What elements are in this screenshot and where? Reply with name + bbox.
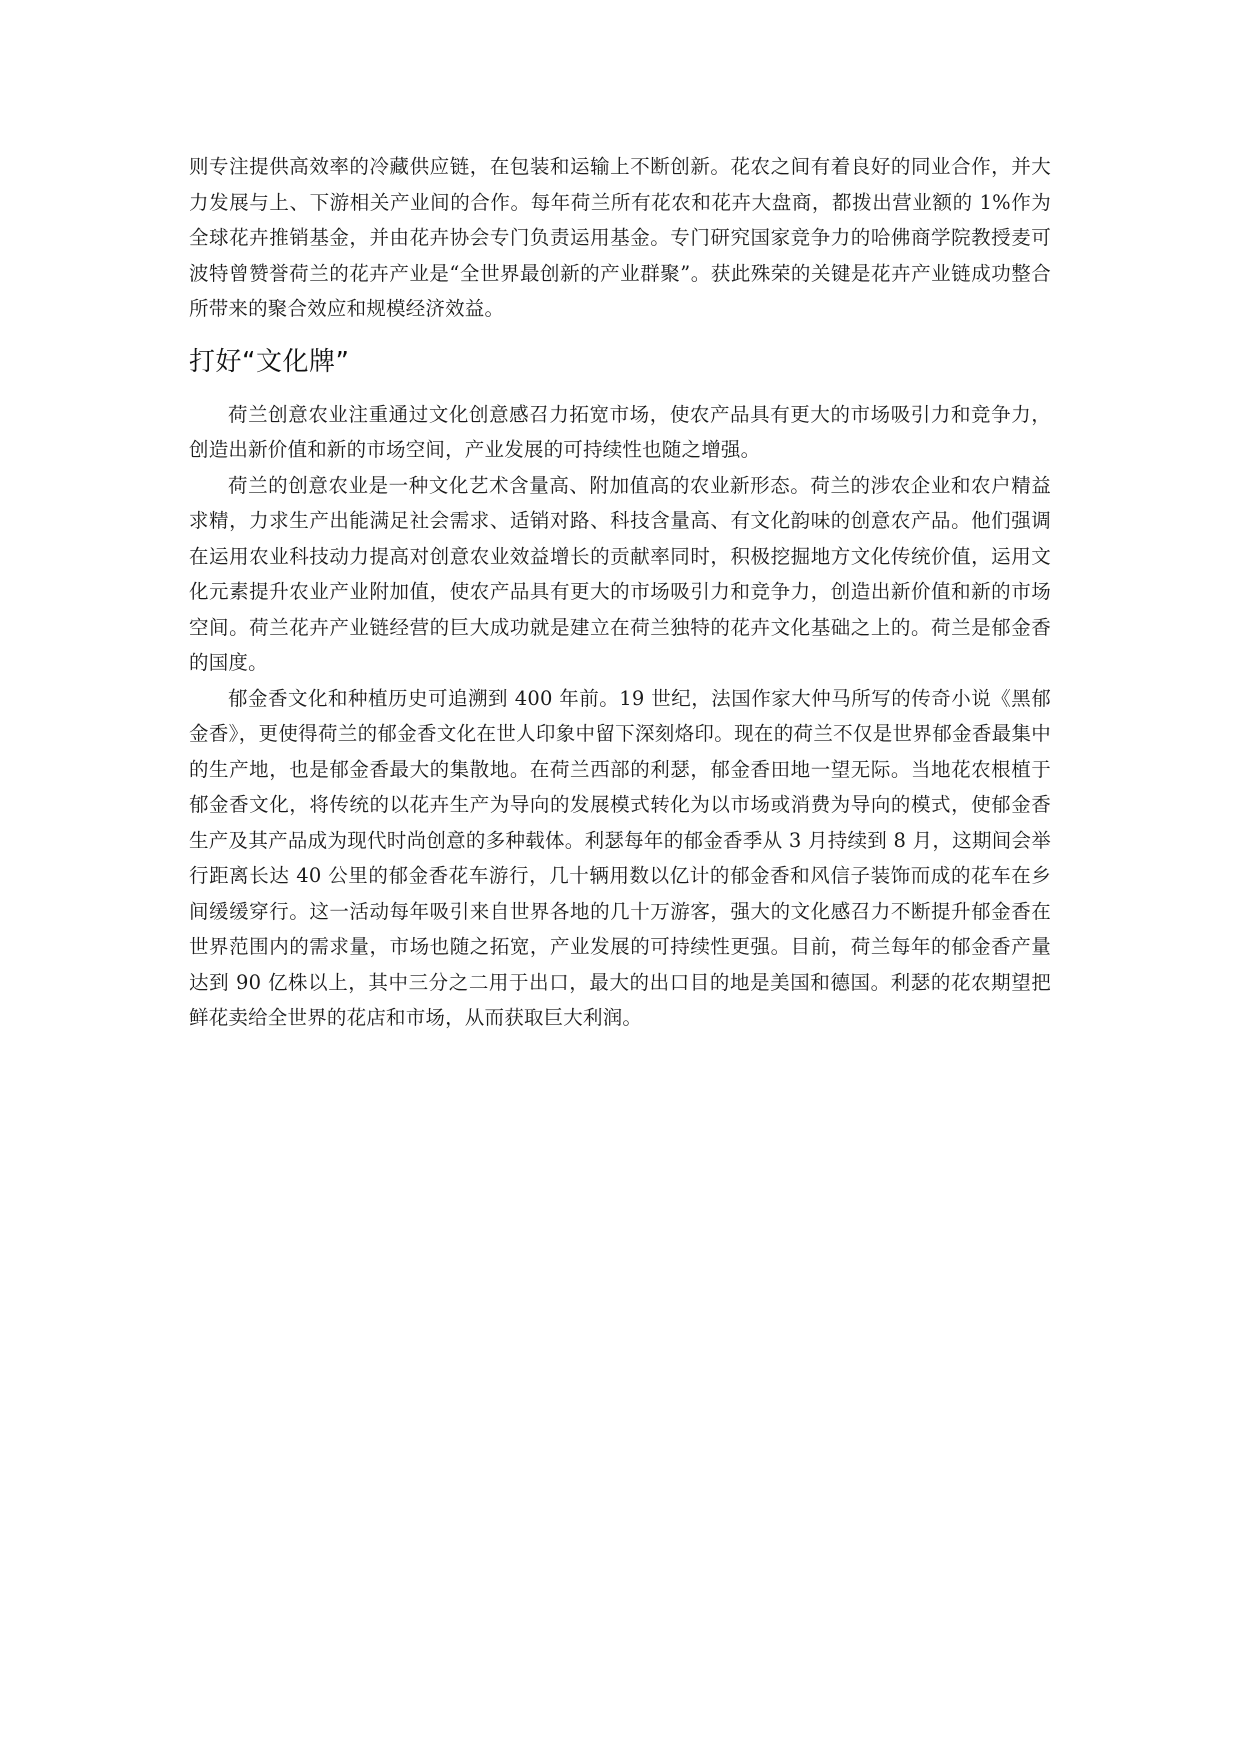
section-heading: 打好“文化牌” [189,346,350,377]
paragraph-creative-agriculture-form: 荷兰的创意农业是一种文化艺术含量高、附加值高的农业新形态。荷兰的涉农企业和农户精益求精，力求生产出能满足社会需求、适销对路、科技含量高、有文化韵味的创意农产品。他们强调在运用农业科技动力提高对创意农业效益增长的贡献率同时，积极挖掘地方文化传统价值，运用文化元素提升农业产业附加值，使农产品具有更大的市场吸引力和竞争力，创造出新价值和新的市场空间。荷兰花卉产业链经营的巨大成功就是建立在荷兰独特的花卉文化基础之上的。荷兰是郁金香的国度。 [189,473,1051,674]
paragraph-tulip-culture: 郁金香文化和种植历史可追溯到 400 年前。19 世纪，法国作家大仲马所写的传奇小说《黑郁金香》，更使得荷兰的郁金香文化在世人印象中留下深刻烙印。现在的荷兰不仅是世界郁金香最集中的生产地，也是郁金香最大的集散地。在荷兰西部的利瑟，郁金香田地一望无际。当地花农根植于郁金香文化，将传统的以花卉生产为导向的发展模式转化为以市场或消费为导向的模式，使郁金香生产及其产品成为现代时尚创意的多种载体。利瑟每年的郁金香季从 3 月持续到 8 月，这期间会举行距离长达 40 公里的郁金香花车游行，几十辆用数以亿计的郁金香和风信子装饰而成的花车在乡间缓缓穿行。这一活动每年吸引来自世界各地的几十万游客，强大的文化感召力不断提升郁金香在世界范围内的需求量，市场也随之拓宽，产业发展的可持续性更强。目前，荷兰每年的郁金香产量达到 90 亿株以上，其中三分之二用于出口，最大的出口目的地是美国和德国。利瑟的花农期望把鲜花卖给全世界的花店和市场，从而获取巨大利润。 [189,686,1051,1029]
document-body [189,149,1051,1036]
paragraph-supply-chain: 则专注提供高效率的冷藏供应链，在包装和运输上不断创新。花农之间有着良好的同业合作，并大力发展与上、下游相关产业间的合作。每年荷兰所有花农和花卉大盘商，都拨出营业额的 1%作为全球花卉推销基金，并由花卉协会专门负责运用基金。专门研究国家竞争力的哈佛商学院教授麦可波特曾赞誉荷兰的花卉产业是“全世界最创新的产业群聚”。获此殊荣的关键是花卉产业链成功整合所带来的聚合效应和规模经济效益。 [189,155,1051,320]
paragraph-creative-agriculture-intro: 荷兰创意农业注重通过文化创意感召力拓宽市场，使农产品具有更大的市场吸引力和竞争力，创造出新价值和新的市场空间，产业发展的可持续性也随之增强。 [189,402,1051,461]
